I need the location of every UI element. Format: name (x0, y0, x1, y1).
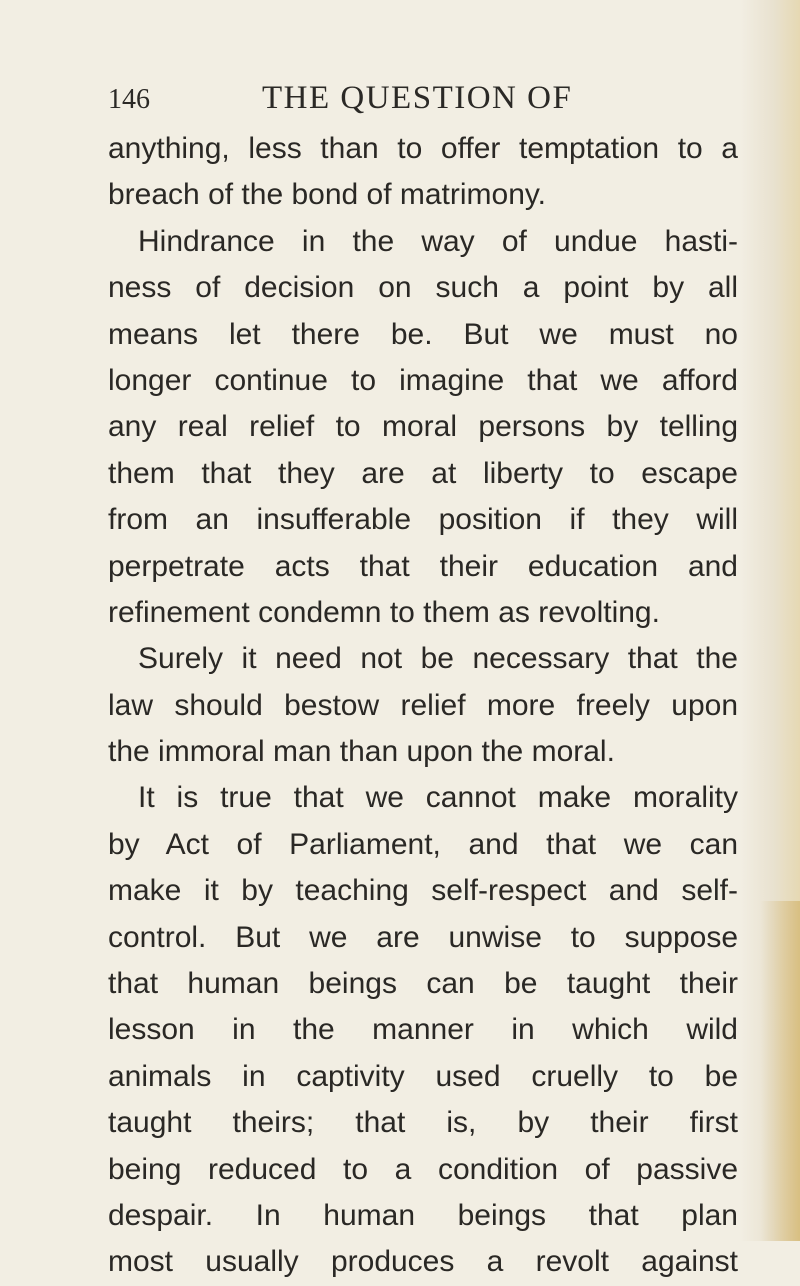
text-line: means let there be. But we must no (108, 317, 738, 351)
text-line: despair. In human beings that plan (108, 1198, 738, 1232)
text-line: that human beings can be taught their (108, 967, 738, 1001)
running-title: THE QUESTION OF (262, 80, 573, 116)
text-line: lesson in the manner in which wild (108, 1013, 738, 1047)
text-line: the immoral man than upon the moral. (108, 735, 615, 769)
text-line: law should bestow relief more freely upon (108, 688, 738, 722)
text-line: anything, less than to offer temptation to a (108, 132, 738, 165)
text-line: taught theirs; that is, by their first (108, 1106, 738, 1140)
text-line: animals in captivity used cruelly to be (108, 1059, 738, 1093)
text-line: Surely it need not be necessary that the (138, 642, 738, 676)
text-line: It is true that we cannot make morality (138, 781, 738, 815)
text-line: longer continue to imagine that we afford (108, 363, 738, 397)
text-line: refinement condemn to them as revolting. (108, 595, 660, 629)
text-line: make it by teaching self-respect and self- (108, 874, 738, 908)
text-line: control. But we are unwise to suppose (108, 920, 738, 954)
text-line: perpetrate acts that their education and (108, 549, 738, 583)
text-line: being reduced to a condition of passive (108, 1152, 738, 1186)
page-stain (760, 901, 800, 1241)
text-line: Hindrance in the way of undue hasti- (138, 224, 738, 258)
text-line: them that they are at liberty to escape (108, 456, 738, 490)
page-number: 146 (108, 84, 150, 115)
text-line: from an insufferable position if they will (108, 503, 738, 537)
text-line: by Act of Parliament, and that we can (108, 827, 738, 861)
text-line: ness of decision on such a point by all (108, 271, 738, 305)
body-text (108, 126, 738, 1286)
text-line: any real relief to moral persons by telling (108, 410, 738, 444)
text-line: most usually produces a revolt against (108, 1245, 738, 1279)
text-line: breach of the bond of matrimony. (108, 178, 547, 212)
page-header (108, 80, 728, 126)
